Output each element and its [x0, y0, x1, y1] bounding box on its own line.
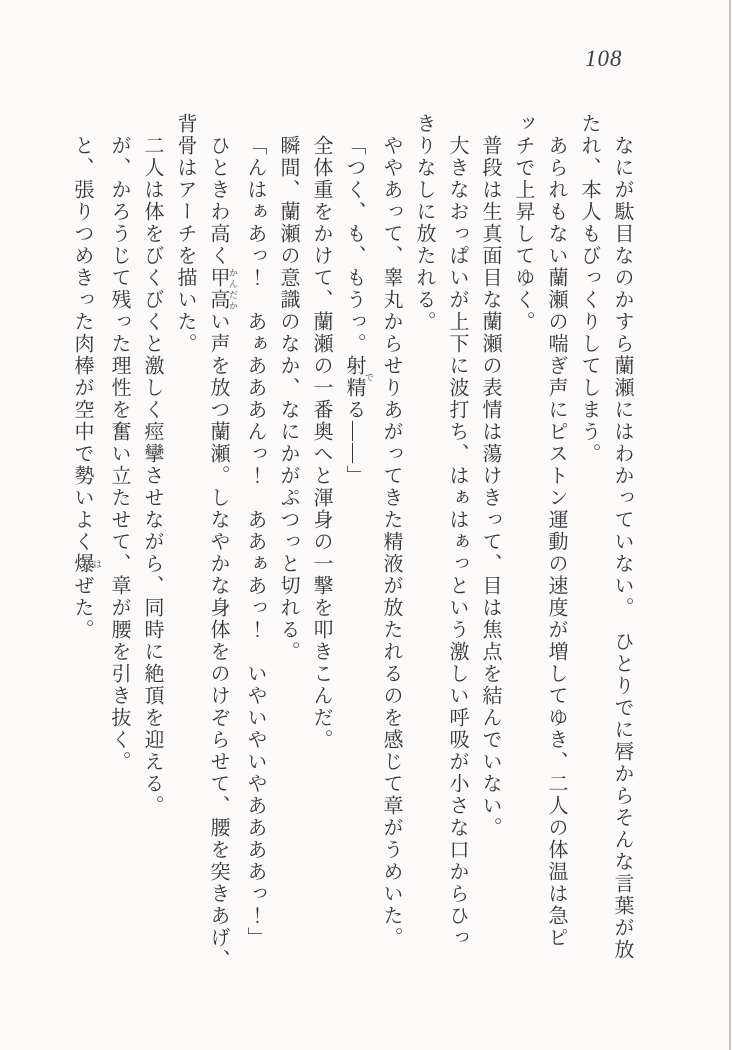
text-line-7: きりなしに放たれる。	[413, 113, 435, 333]
text-line-6: 大きなおっぱいが上下に波打ち、はぁはぁっという激しい呼吸が小さな口からひっ	[446, 135, 468, 949]
text-block	[65, 113, 638, 993]
text-line-17: と、張りつめきった肉棒が空中で勢いよく爆 はぜた。	[71, 135, 102, 641]
text-line-5: 普段は生真面目な蘭瀬の表情は蕩けきって、目は焦点を結んでいない。	[479, 135, 501, 839]
text-line-15: 二人は体をびくびくと激しく痙攣させながら、同時に絶頂を迎える。	[141, 135, 163, 817]
furigana-term: 甲高 かんだか	[207, 267, 238, 311]
text-line-13: ひときわ高く甲高 かんだかい声を放つ蘭瀬。しなやかな身体をのけぞらせて、腰を突きあげ、	[207, 135, 238, 971]
furigana-term: 射精 で	[343, 355, 374, 399]
text-line-10: 全体重をかけて、蘭瀬の一番奥へと渾身の一撃を叩きこんだ。	[310, 135, 332, 751]
page-edge-shadow	[729, 0, 731, 1050]
text-line-11: 瞬間、蘭瀬の意識のなか、なにかがぷつっと切れる。	[277, 135, 299, 663]
text-line-9: 「つく、も、もうっ。射精 でる——」	[343, 135, 374, 487]
text-line-3: あられもない蘭瀬の喘ぎ声にピストン運動の速度が増してゆき、二人の体温は急ピ	[545, 135, 567, 949]
text-line-14: 背骨はアーチを描いた。	[174, 113, 196, 355]
text-line-4: ッチで上昇してゆく。	[512, 113, 534, 333]
page-number: 108	[585, 46, 623, 71]
text-line-8: ややあって、睾丸からせりあがってきた精液が放たれるのを感じて章がうめいた。	[380, 135, 402, 949]
text-line-16: が、かろうじて残った理性を奮い立たせて、章が腰を引き抜く。	[108, 135, 130, 773]
text-line-2: たれ、本人もびっくりしてしまう。	[578, 113, 600, 465]
text-line-1: なにが駄目なのかすら蘭瀬にはわかっていない。 ひとりでに唇からそんな言葉が放	[611, 135, 633, 961]
text-line-12: 「んはぁあっ！ あぁあああんっ！ ああぁあっ！ いやいやいやああああっ！」	[244, 135, 266, 949]
furigana-term: 爆 は	[71, 553, 102, 575]
